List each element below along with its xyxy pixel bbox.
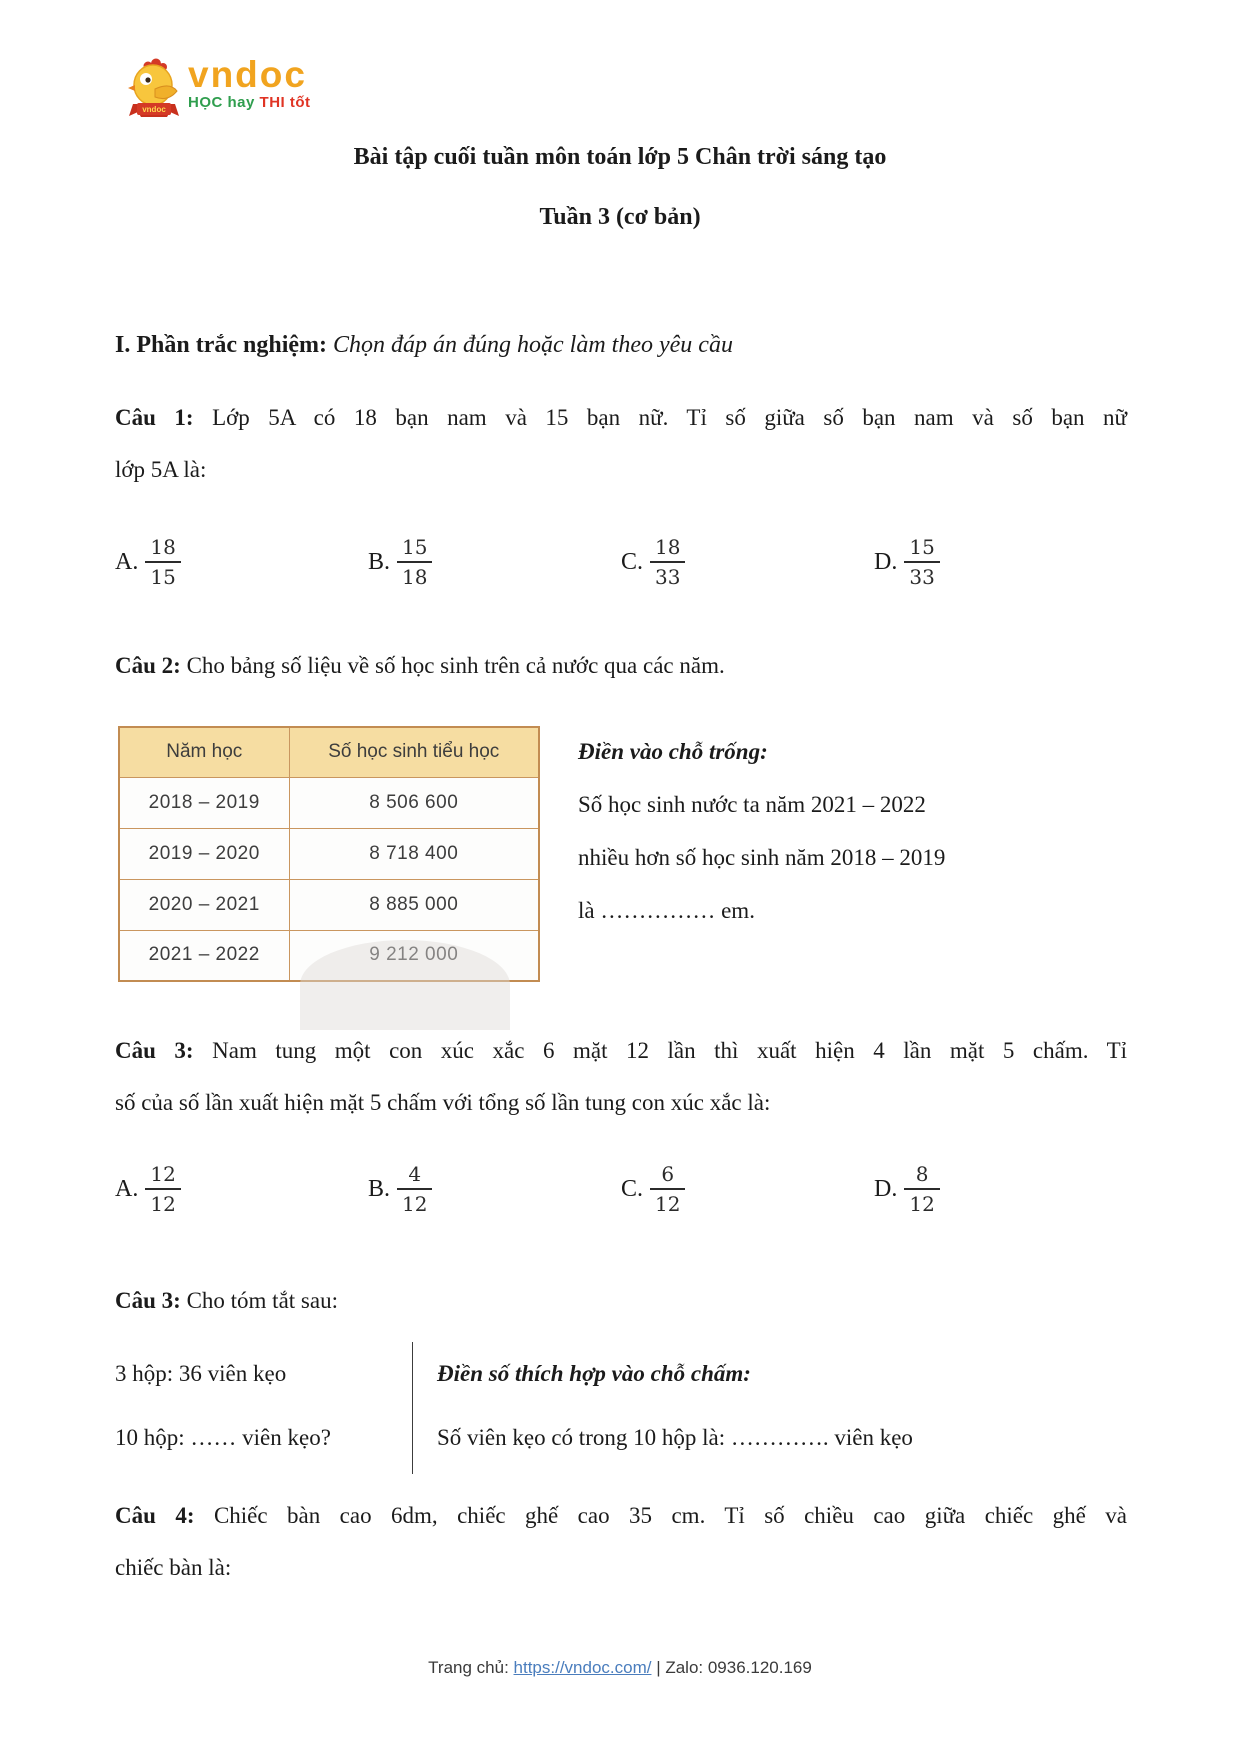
question-3b-summary bbox=[115, 1342, 1127, 1474]
question-3b-text: Cho tóm tắt sau: bbox=[180, 1288, 338, 1313]
option-c: C. $\frac{6}{12}$ bbox=[621, 1163, 874, 1215]
question-2-text: Cho bảng số liệu về số học sinh trên cả nước qua các năm. bbox=[180, 653, 725, 678]
question-3b-label: Câu 3: bbox=[115, 1288, 181, 1313]
section-1-heading: I. Phần trắc nghiệm: Chọn đáp án đúng hoặc làm theo yêu cầu bbox=[115, 332, 733, 358]
vndoc-logo bbox=[128, 54, 311, 125]
homepage-link[interactable]: https://vndoc.com/ bbox=[513, 1658, 652, 1677]
summary-line: 3 hộp: 36 viên kẹo bbox=[115, 1361, 287, 1386]
question-3b bbox=[115, 1275, 1127, 1327]
question-2-body bbox=[118, 726, 1130, 982]
option-a: A. $\frac{12}{12}$ bbox=[115, 1163, 368, 1215]
option-a: A. $\frac{18}{15}$ bbox=[115, 536, 368, 588]
question-2-label: Câu 2: bbox=[115, 653, 181, 678]
table-row: 2018 – 2019 8 506 600 bbox=[119, 777, 539, 828]
brand-wordmark: vndoc bbox=[188, 54, 307, 95]
fill-blank-line: là …………… em. bbox=[578, 898, 755, 923]
option-b: B. $\frac{4}{12}$ bbox=[368, 1163, 621, 1215]
question-3a bbox=[115, 1025, 1127, 1129]
question-3a-text-line2: số của số lần xuất hiện mặt 5 chấm với tổng số lần tung con xúc xắc là: bbox=[115, 1090, 771, 1115]
table-row: 2021 – 2022 9 212 000 bbox=[119, 930, 539, 981]
table-row: 2020 – 2021 8 885 000 bbox=[119, 879, 539, 930]
fraction: $\frac{15}{18}$ bbox=[397, 536, 432, 588]
question-3a-label: Câu 3: bbox=[115, 1038, 194, 1063]
fill-instruction: Điền số thích hợp vào chỗ chấm: bbox=[437, 1361, 751, 1386]
summary-right-column bbox=[412, 1342, 913, 1474]
fill-instruction: Điền vào chỗ trống: bbox=[578, 739, 768, 764]
footer-suffix: | Zalo: 0936.120.169 bbox=[651, 1658, 812, 1677]
question-2-fill-block bbox=[578, 726, 945, 937]
brand-tagline: HỌC hay THI tốt bbox=[188, 94, 311, 111]
footer-prefix: Trang chủ: bbox=[428, 1658, 514, 1677]
fill-text-line: nhiều hơn số học sinh năm 2018 – 2019 bbox=[578, 845, 946, 870]
question-4-label: Câu 4: bbox=[115, 1503, 195, 1528]
option-b: B. $\frac{15}{18}$ bbox=[368, 536, 621, 588]
option-d: D. $\frac{15}{33}$ bbox=[874, 536, 1127, 588]
fill-blank-line: Số viên kẹo có trong 10 hộp là: …………. viên kẹo bbox=[437, 1425, 913, 1450]
question-1-label: Câu 1: bbox=[115, 405, 194, 430]
fraction: $\frac{6}{12}$ bbox=[650, 1163, 685, 1215]
fraction: $\frac{4}{12}$ bbox=[397, 1163, 432, 1215]
question-1-options bbox=[115, 536, 1127, 588]
question-4 bbox=[115, 1490, 1127, 1594]
question-4-text: Chiếc bàn cao 6dm, chiếc ghế cao 35 cm. Tỉ số chiều cao giữa chiếc ghế và bbox=[213, 1503, 1127, 1528]
fraction: $\frac{8}{12}$ bbox=[904, 1163, 939, 1215]
fraction: $\frac{18}{33}$ bbox=[650, 536, 685, 588]
option-c: C. $\frac{18}{33}$ bbox=[621, 536, 874, 588]
question-2 bbox=[115, 640, 1127, 692]
question-4-text-line2: chiếc bàn là: bbox=[115, 1555, 232, 1580]
question-3a-text: Nam tung một con xúc xắc 6 mặt 12 lần thì xuất hiện 4 lần mặt 5 chấm. Tỉ bbox=[212, 1038, 1128, 1063]
summary-left-column bbox=[115, 1342, 412, 1474]
student-count-table bbox=[118, 726, 540, 982]
summary-line: 10 hộp: …… viên kẹo? bbox=[115, 1425, 331, 1450]
fraction: $\frac{15}{33}$ bbox=[904, 536, 939, 588]
fill-text-line: Số học sinh nước ta năm 2021 – 2022 bbox=[578, 792, 926, 817]
fraction: $\frac{18}{15}$ bbox=[145, 536, 180, 588]
table-header-count: Số học sinh tiểu học bbox=[289, 727, 539, 777]
page-title: Bài tập cuối tuần môn toán lớp 5 Chân trời sáng tạo bbox=[353, 144, 887, 170]
question-1-text: Lớp 5A có 18 bạn nam và 15 bạn nữ. Tỉ số giữa số bạn nam và số bạn nữ bbox=[212, 405, 1128, 430]
page-footer bbox=[0, 1658, 1240, 1678]
question-1-text-line2: lớp 5A là: bbox=[115, 457, 207, 482]
page-subtitle: Tuần 3 (cơ bản) bbox=[539, 204, 701, 230]
option-d: D. $\frac{8}{12}$ bbox=[874, 1163, 1127, 1215]
question-3a-options bbox=[115, 1163, 1127, 1215]
svg-text:vndoc: vndoc bbox=[142, 105, 166, 114]
question-1 bbox=[115, 392, 1127, 496]
table-row: 2019 – 2020 8 718 400 bbox=[119, 828, 539, 879]
table-header-year: Năm học bbox=[119, 727, 289, 777]
fraction: $\frac{12}{12}$ bbox=[145, 1163, 180, 1215]
chicken-mascot-icon bbox=[128, 58, 180, 125]
